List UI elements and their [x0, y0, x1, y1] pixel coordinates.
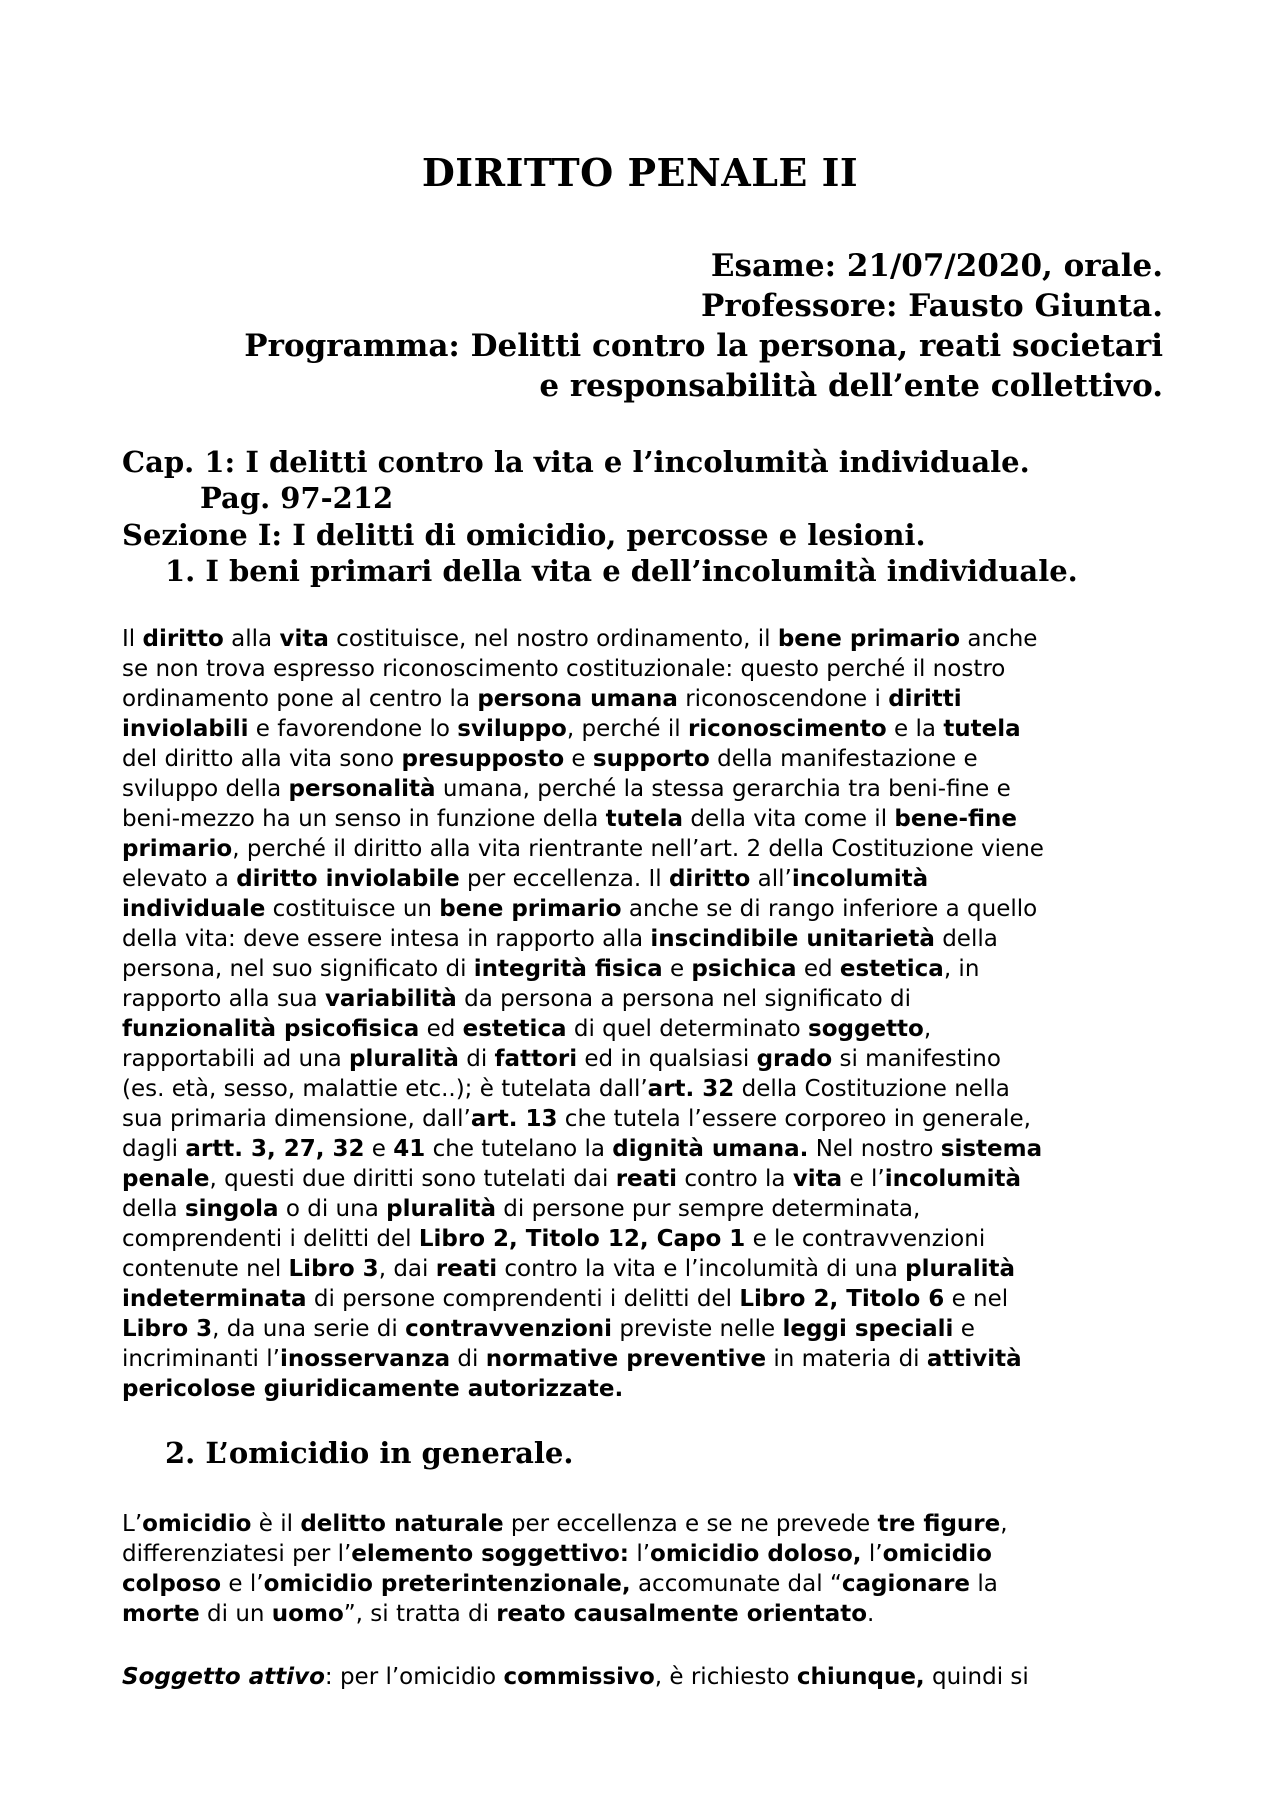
paragraph-omicidio-generale: [122, 1509, 1182, 1629]
paragraph-line: individuale costituisce un bene primario anche se di rango inferiore a quello: [122, 896, 1038, 922]
paragraph-line: elevato a diritto inviolabile per eccellenza. Il diritto all’incolumità: [122, 866, 929, 892]
paragraph-line: contenute nel Libro 3, dai reati contro la vita e l’incolumità di una pluralità: [122, 1256, 1016, 1282]
paragraph-line: ordinamento pone al centro la persona umana riconoscendone i diritti: [122, 686, 962, 712]
paragraph-line: colposo e l’omicidio preterintenzionale, accomunate dal “cagionare la: [122, 1571, 998, 1597]
paragraph-soggetto-attivo: [122, 1662, 1182, 1692]
paragraph-line: se non trova espresso riconoscimento costituzionale: questo perché il nostro: [122, 656, 1006, 682]
paragraph-line: del diritto alla vita sono presupposto e supporto della manifestazione e: [122, 746, 978, 772]
paragraph-line: beni-mezzo ha un senso in funzione della tutela della vita come il bene-fine: [122, 806, 1018, 832]
chapter-title: Cap. 1: I delitti contro la vita e l’incolumità individuale.: [122, 445, 1030, 479]
professor-line: Professore: Fausto Giunta.: [701, 288, 1163, 324]
paragraph-line: sviluppo della personalità umana, perché la stessa gerarchia tra beni-fine e: [122, 776, 1011, 802]
paragraph-line: indeterminata di persone comprendenti i delitti del Libro 2, Titolo 6 e nel: [122, 1286, 1009, 1312]
paragraph-line: funzionalità psicofisica ed estetica di quel determinato soggetto,: [122, 1016, 932, 1042]
paragraph-line: differenziatesi per l’elemento soggettivo: l’omicidio doloso, l’omicidio: [122, 1541, 992, 1567]
subsection-heading-2: 2. L’omicidio in generale.: [165, 1436, 574, 1470]
section-title: Sezione I: I delitti di omicidio, percosse e lesioni.: [122, 518, 926, 552]
paragraph-line: inviolabili e favorendone lo sviluppo, perché il riconoscimento e la tutela: [122, 716, 1021, 742]
paragraph-line: Il diritto alla vita costituisce, nel nostro ordinamento, il bene primario anche: [122, 626, 1038, 652]
program-line-2: e responsabilità dell’ente collettivo.: [539, 368, 1163, 404]
paragraph-line: Soggetto attivo: per l’omicidio commissivo, è richiesto chiunque, quindi si: [122, 1664, 1029, 1690]
paragraph-line: dagli artt. 3, 27, 32 e 41 che tutelano la dignità umana. Nel nostro sistema: [122, 1136, 1043, 1162]
subsection-heading-1: 1. I beni primari della vita e dell’incolumità individuale.: [165, 554, 1078, 588]
paragraph-line: persona, nel suo significato di integrità fisica e psichica ed estetica, in: [122, 956, 980, 982]
paragraph-line: (es. età, sesso, malattie etc..); è tutelata dall’art. 32 della Costituzione nella: [122, 1076, 1010, 1102]
paragraph-line: della singola o di una pluralità di persone pur sempre determinata,: [122, 1196, 921, 1222]
document-title: DIRITTO PENALE II: [421, 150, 859, 195]
paragraph-line: sua primaria dimensione, dall’art. 13 che tutela l’essere corporeo in generale,: [122, 1106, 1031, 1132]
program-line-1: Programma: Delitti contro la persona, reati societari: [244, 328, 1163, 364]
paragraph-line: rapportabili ad una pluralità di fattori ed in qualsiasi grado si manifestino: [122, 1046, 1001, 1072]
paragraph-line: incriminanti l’inosservanza di normative preventive in materia di attività: [122, 1346, 1022, 1372]
paragraph-line: rapporto alla sua variabilità da persona a persona nel significato di: [122, 986, 912, 1012]
paragraph-line: Libro 3, da una serie di contravvenzioni previste nelle leggi speciali e: [122, 1316, 975, 1342]
chapter-pages: Pag. 97-212: [200, 481, 394, 515]
paragraph-line: comprendenti i delitti del Libro 2, Titolo 12, Capo 1 e le contravvenzioni: [122, 1226, 986, 1252]
paragraph-beni-primari: [122, 624, 1182, 1404]
paragraph-line: penale, questi due diritti sono tutelati dai reati contro la vita e l’incolumità: [122, 1166, 1022, 1192]
paragraph-line: morte di un uomo”, si tratta di reato causalmente orientato.: [122, 1601, 875, 1627]
paragraph-line: pericolose giuridicamente autorizzate.: [122, 1376, 624, 1402]
paragraph-line: L’omicidio è il delitto naturale per eccellenza e se ne prevede tre figure,: [122, 1511, 1008, 1537]
paragraph-line: primario, perché il diritto alla vita rientrante nell’art. 2 della Costituzione viene: [122, 836, 1044, 862]
exam-date-line: Esame: 21/07/2020, orale.: [710, 248, 1163, 284]
paragraph-line: della vita: deve essere intesa in rapporto alla inscindibile unitarietà della: [122, 926, 998, 952]
